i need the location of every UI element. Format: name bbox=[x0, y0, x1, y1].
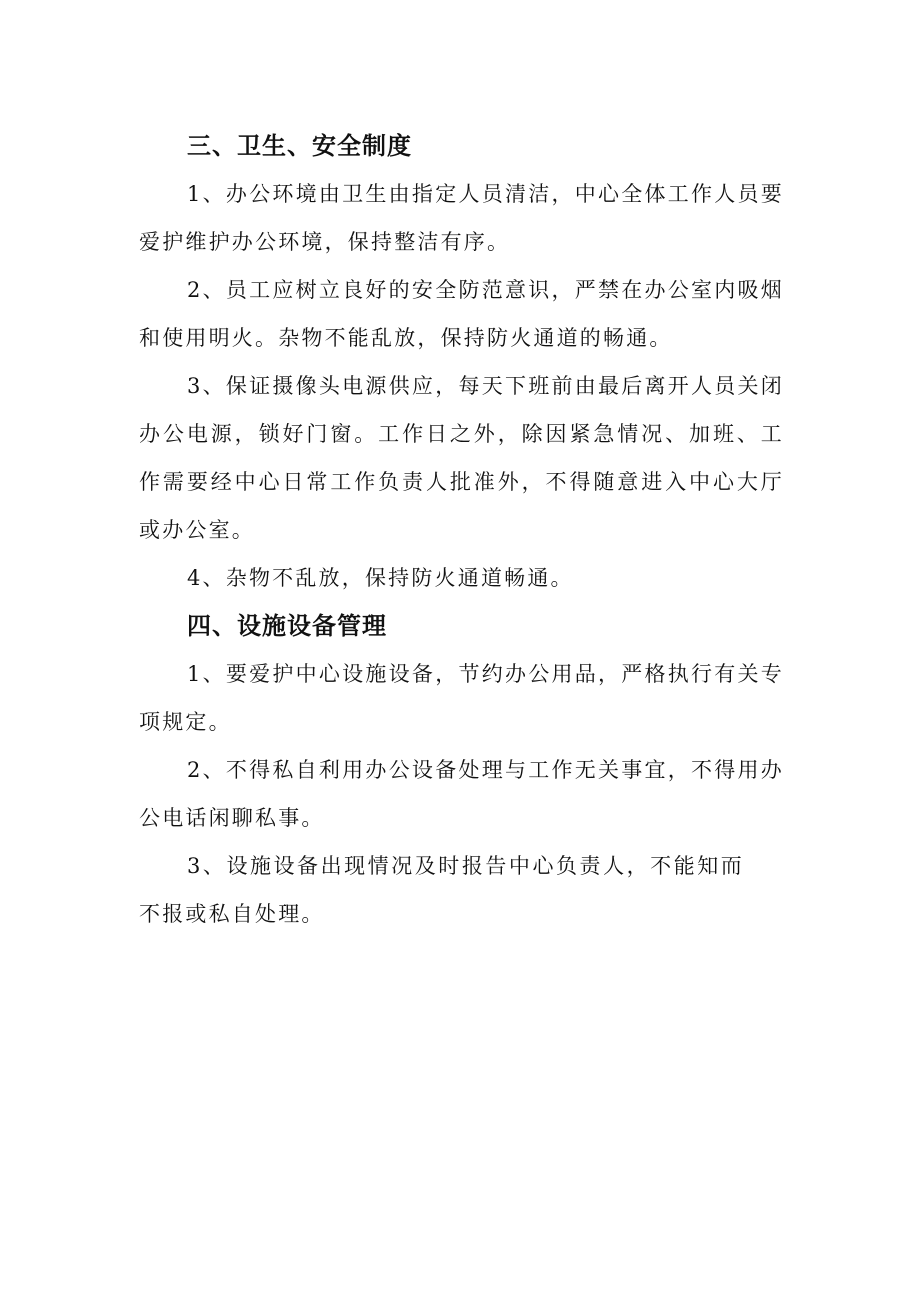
hygiene-safety-item-3: 3、保证摄像头电源供应，每天下班前由最后离开人员关闭办公电源，锁好门窗。工作日之外，除因紧急情况、加班、工作需要经中心日常工作负责人批准外，不得随意进入中心大厅或办公室。 bbox=[139, 374, 784, 542]
facilities-item-3: 3、设施设备出现情况及时报告中心负责人，不能知而不报或私自处理。 bbox=[139, 854, 744, 926]
facilities-item-1: 1、要爱护中心设施设备，节约办公用品，严格执行有关专项规定。 bbox=[139, 662, 784, 734]
document-body bbox=[139, 122, 784, 938]
section-heading-hygiene-safety: 三、卫生、安全制度 bbox=[187, 132, 412, 160]
hygiene-safety-item-1: 1、办公环境由卫生由指定人员清洁，中心全体工作人员要爱护维护办公环境，保持整洁有序。 bbox=[139, 182, 784, 254]
facilities-item-2: 2、不得私自利用办公设备处理与工作无关事宜，不得用办公电话闲聊私事。 bbox=[139, 758, 784, 830]
hygiene-safety-item-2: 2、员工应树立良好的安全防范意识，严禁在办公室内吸烟和使用明火。杂物不能乱放，保持防火通道的畅通。 bbox=[139, 278, 784, 350]
hygiene-safety-item-4: 4、杂物不乱放，保持防火通道畅通。 bbox=[187, 566, 574, 590]
section-heading-facilities: 四、设施设备管理 bbox=[187, 612, 387, 640]
